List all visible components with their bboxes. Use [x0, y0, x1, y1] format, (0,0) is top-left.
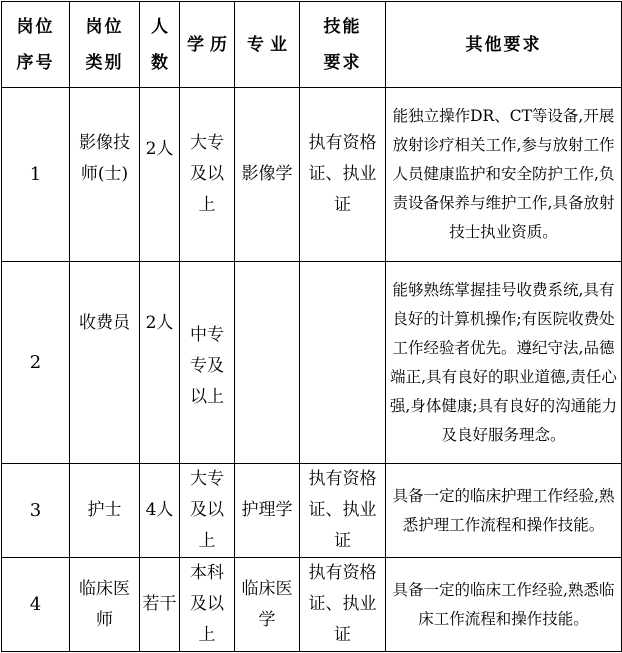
table-header-row	[2, 2, 622, 88]
cell-major	[235, 262, 300, 464]
cell-id: 3	[2, 464, 70, 558]
table-row	[2, 88, 622, 262]
cell-count: 4人	[140, 464, 180, 558]
header-major: 专 业	[235, 2, 300, 88]
cell-skills: 执有资格证、执业证	[300, 88, 386, 262]
cell-id: 1	[2, 88, 70, 262]
cell-category: 收费员	[70, 262, 140, 464]
header-skills: 技能 要求	[300, 2, 386, 88]
header-count: 人 数	[140, 2, 180, 88]
job-requirements-table	[1, 1, 622, 652]
cell-other: 能够熟练掌握挂号收费系统,具有良好的计算机操作;有医院收费处工作经验者优先。遵纪守法,品德端正,具有良好的职业道德,责任心强,身体健康;具有良好的沟通能力及良好服务理念。	[386, 262, 622, 464]
header-education: 学 历	[180, 2, 235, 88]
cell-major: 护理学	[235, 464, 300, 558]
cell-count: 若干	[140, 558, 180, 652]
table-row	[2, 558, 622, 652]
cell-skills: 执有资格证、执业证	[300, 558, 386, 652]
cell-count: 2人	[140, 262, 180, 464]
cell-count: 2人	[140, 88, 180, 262]
cell-skills	[300, 262, 386, 464]
cell-education: 本科及以上	[180, 558, 235, 652]
table-row	[2, 262, 622, 464]
header-id: 岗位 序号	[2, 2, 70, 88]
cell-other: 具备一定的临床护理工作经验,熟悉护理工作流程和操作技能。	[386, 464, 622, 558]
cell-other: 具备一定的临床工作经验,熟悉临床工作流程和操作技能。	[386, 558, 622, 652]
header-category: 岗位 类别	[70, 2, 140, 88]
cell-other: 能独立操作DR、CT等设备,开展放射诊疗相关工作,参与放射工作人员健康监护和安全防护工作,负责设备保养与维护工作,具备放射技士执业资质。	[386, 88, 622, 262]
cell-education: 大专及以上	[180, 464, 235, 558]
cell-category: 护士	[70, 464, 140, 558]
cell-major: 影像学	[235, 88, 300, 262]
cell-skills: 执有资格证、执业证	[300, 464, 386, 558]
cell-education: 中专专及以上	[180, 262, 235, 464]
cell-id: 4	[2, 558, 70, 652]
cell-major: 临床医学	[235, 558, 300, 652]
table-row	[2, 464, 622, 558]
header-other: 其他要求	[386, 2, 622, 88]
cell-id: 2	[2, 262, 70, 464]
cell-category: 影像技师(士)	[70, 88, 140, 262]
cell-category: 临床医师	[70, 558, 140, 652]
cell-education: 大专及以上	[180, 88, 235, 262]
